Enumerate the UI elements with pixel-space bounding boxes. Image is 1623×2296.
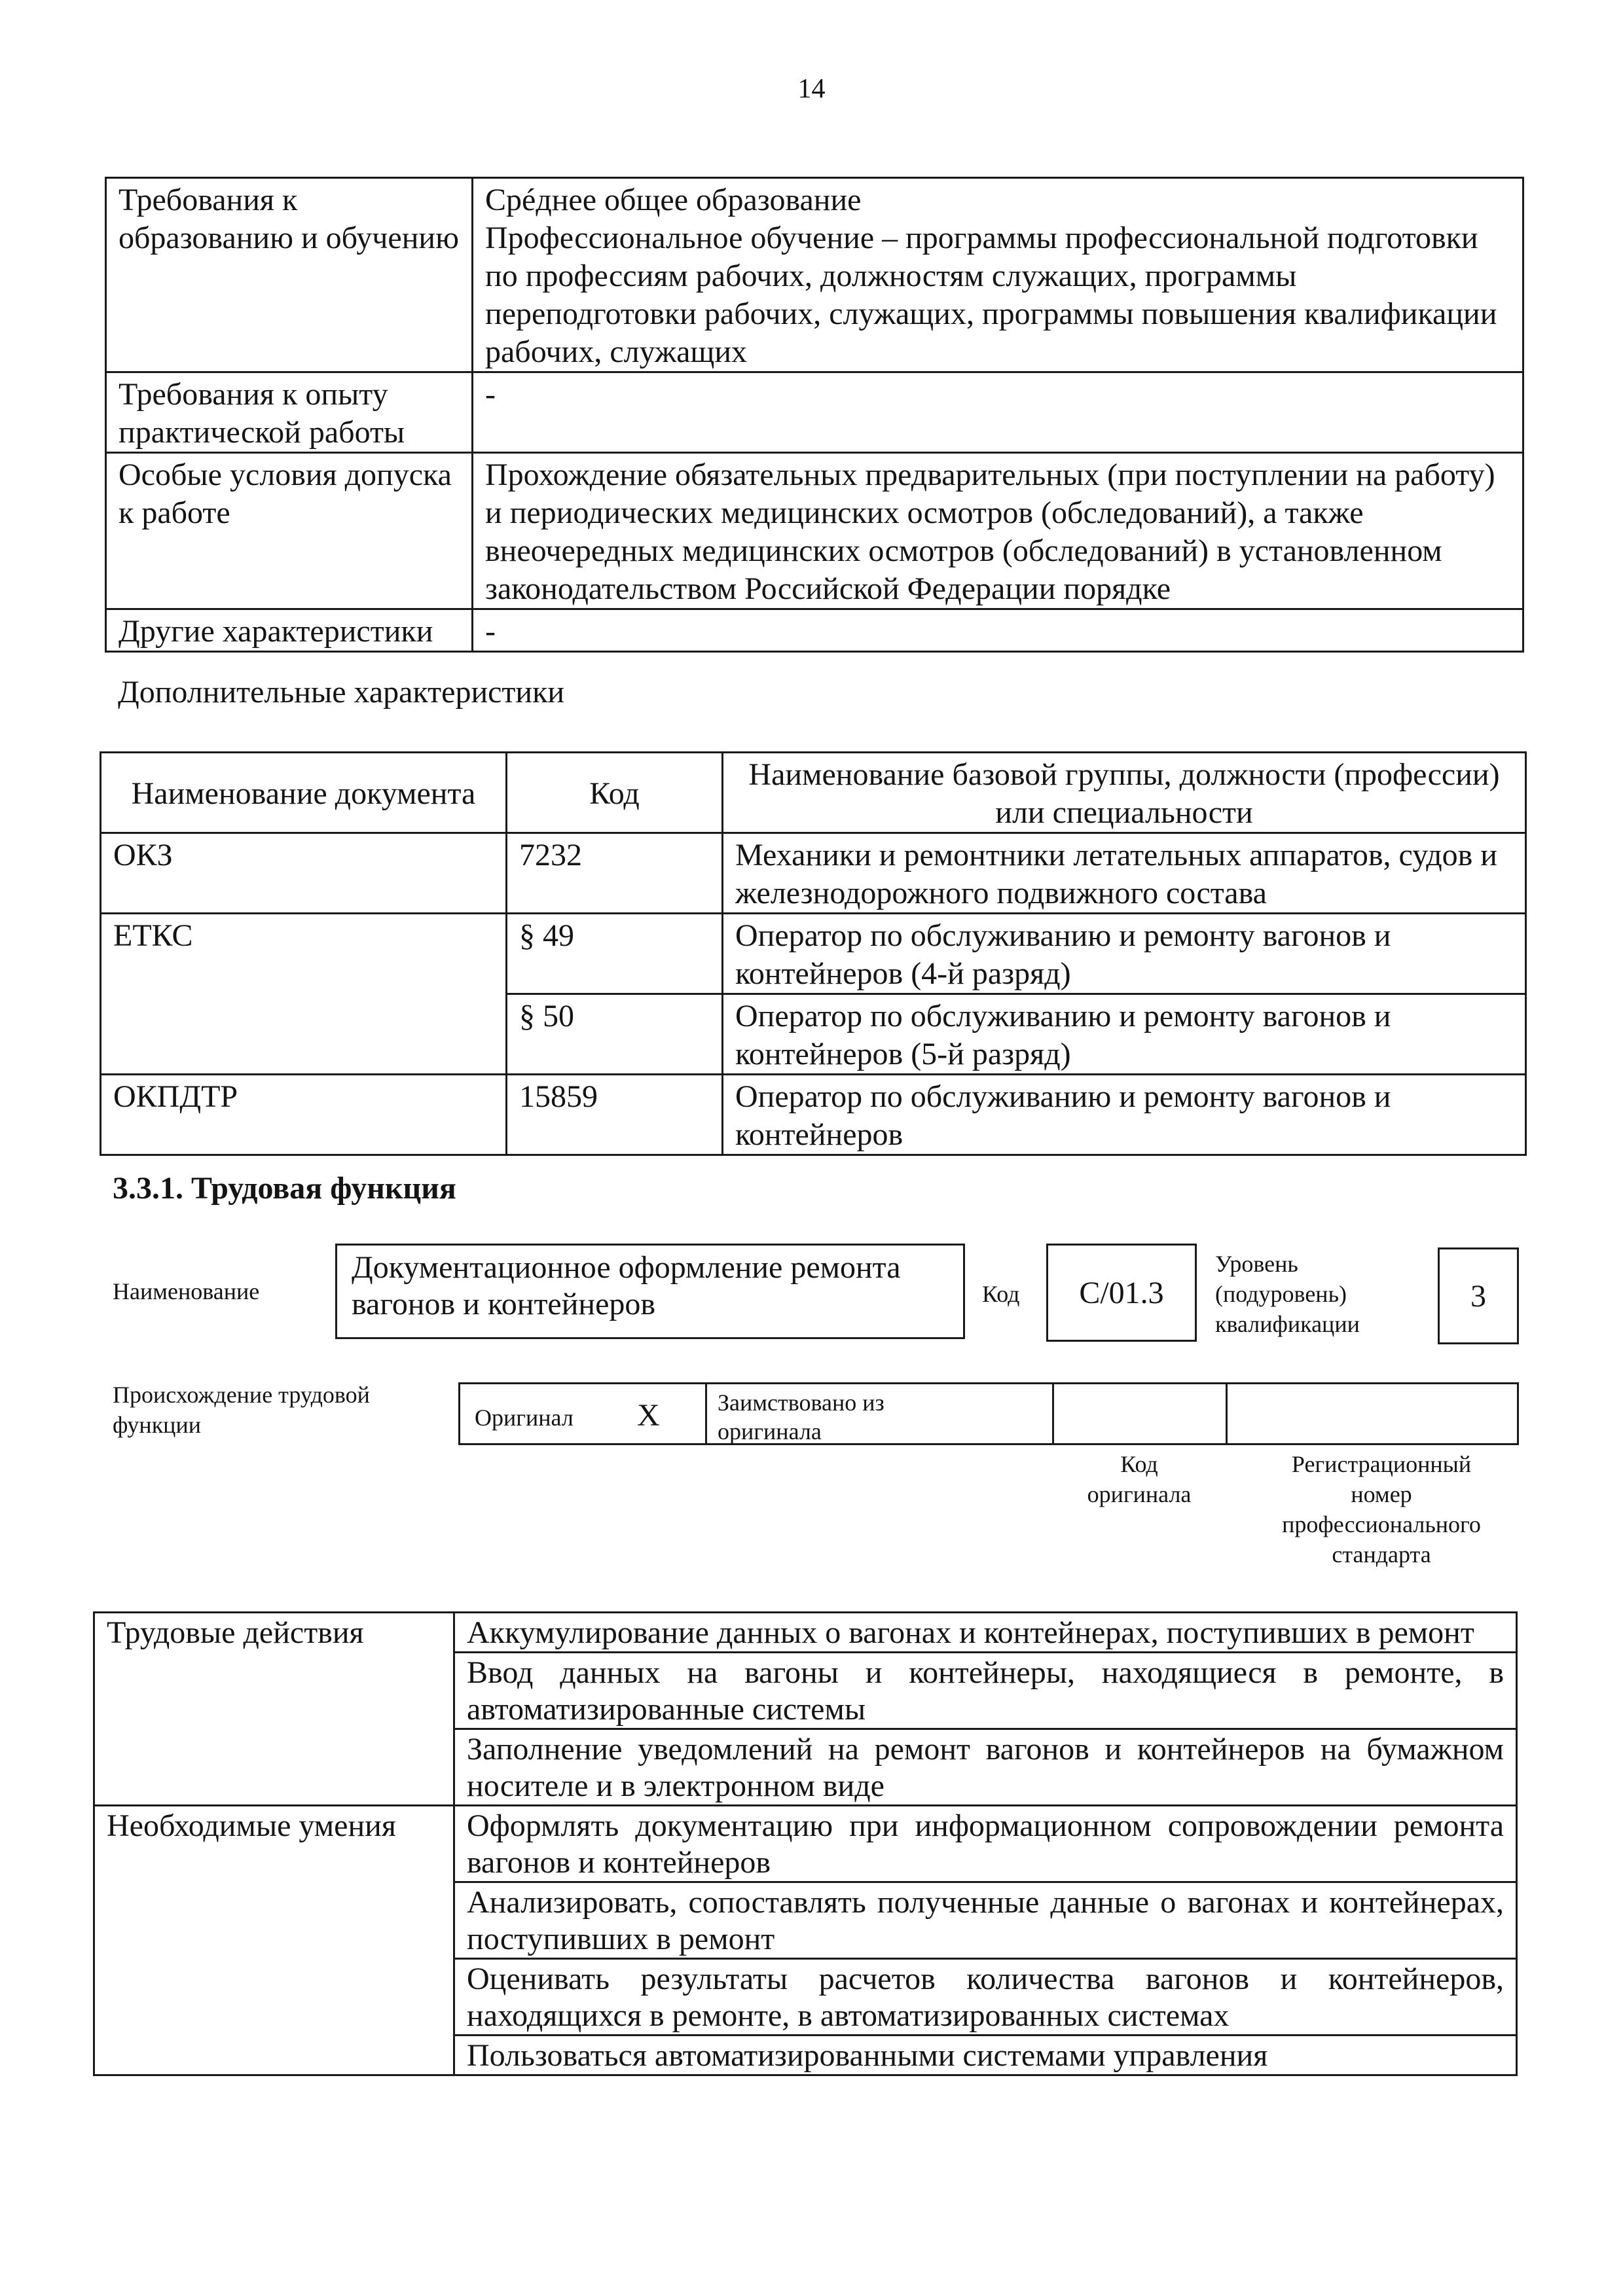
- skill-cell: Оформлять документацию при информационном сопровождении ремонта вагонов и контейнеров: [454, 1806, 1517, 1882]
- table-row: [106, 609, 1523, 652]
- requirement-value: -: [473, 372, 1523, 453]
- borrowed-label: [718, 1388, 884, 1446]
- table-row: [94, 1613, 1517, 1653]
- code-label: Код: [982, 1281, 1020, 1307]
- name-cell: Оператор по обслуживанию и ремонту вагонов и контейнеров (4-й разряд): [723, 914, 1526, 994]
- table-row: [94, 1806, 1517, 1882]
- code-cell: 15859: [507, 1075, 723, 1155]
- name-label: Наименование: [113, 1278, 260, 1304]
- origin-label-line: функции: [113, 1412, 201, 1438]
- table-row: [106, 453, 1523, 609]
- borrowed-label-line: Заимствовано из: [718, 1390, 884, 1416]
- additional-heading: Дополнительные характеристики: [118, 675, 565, 709]
- requirement-value: -: [473, 609, 1523, 652]
- function-name-box: Документационное оформление ремонта вагонов и контейнеров: [335, 1244, 965, 1339]
- page-number: 14: [797, 74, 826, 104]
- additional-table: [100, 751, 1527, 1156]
- level-label-line: Уровень: [1215, 1251, 1298, 1277]
- requirement-label: Требования к опыту практической работы: [106, 372, 473, 453]
- original-label: Оригинал: [475, 1405, 574, 1431]
- action-cell: Заполнение уведомлений на ремонт вагонов и контейнеров на бумажном носителе и в электронном виде: [454, 1729, 1517, 1806]
- caption-line: номер: [1351, 1481, 1412, 1507]
- requirement-label: Особые условия допуска к работе: [106, 453, 473, 609]
- caption-line: Код: [1120, 1451, 1158, 1477]
- caption-line: Регистрационный: [1291, 1451, 1472, 1477]
- level-label-line: квалификации: [1215, 1311, 1360, 1337]
- code-cell: 7232: [507, 833, 723, 914]
- column-header-name: Наименование базовой группы, должности (профессии) или специальности: [723, 753, 1526, 833]
- level-label-line: (подуровень): [1215, 1281, 1347, 1307]
- requirement-label: Другие характеристики: [106, 609, 473, 652]
- name-cell: Оператор по обслуживанию и ремонту вагонов и контейнеров (5-й разряд): [723, 994, 1526, 1075]
- table-row: [101, 914, 1526, 994]
- original-code-caption: [1074, 1449, 1205, 1509]
- origin-label-line: Происхождение трудовой: [113, 1382, 370, 1408]
- requirement-value: Прохождение обязательных предварительных (при поступлении на работу) и периодических медицинских осмотров (обследований), а также внеочередных медицинских осмотров (обследований) в установленном законодательством Российской Федерации порядке: [473, 453, 1523, 609]
- registration-number-cell: [1228, 1382, 1519, 1445]
- skills-label: Необходимые умения: [94, 1806, 454, 2075]
- table-row: [106, 372, 1523, 453]
- borrowed-cell: [707, 1382, 1054, 1445]
- level-value: 3: [1470, 1278, 1486, 1314]
- level-box: [1438, 1247, 1519, 1344]
- section-heading: 3.3.1. Трудовая функция: [113, 1171, 456, 1206]
- code-cell: § 50: [507, 994, 723, 1075]
- table-header-row: [101, 753, 1526, 833]
- name-cell: Механики и ремонтники летательных аппаратов, судов и железнодорожного подвижного состава: [723, 833, 1526, 914]
- column-header-doc: Наименование документа: [101, 753, 507, 833]
- doc-cell: ЕТКС: [101, 914, 507, 1075]
- caption-line: оригинала: [1087, 1481, 1192, 1507]
- requirements-table: [105, 177, 1524, 653]
- skill-cell: Анализировать, сопоставлять полученные данные о вагонах и контейнерах, поступивших в ремонт: [454, 1882, 1517, 1959]
- table-row: [106, 178, 1523, 372]
- requirement-value: [473, 178, 1523, 372]
- original-cell: [458, 1382, 707, 1445]
- skill-cell: Пользоваться автоматизированными системами управления: [454, 2036, 1517, 2075]
- table-row: [101, 833, 1526, 914]
- doc-cell: ОКЗ: [101, 833, 507, 914]
- level-label: [1215, 1249, 1360, 1339]
- table-row: [101, 1075, 1526, 1155]
- labor-table: [93, 1611, 1518, 2076]
- requirement-line: Профессиональное обучение – программы профессиональной подготовки по профессиям рабочих, должностям служащих, программы переподготовки рабочих, служащих, программы повышения квалификации рабочих, служащих: [485, 221, 1497, 369]
- action-cell: Ввод данных на вагоны и контейнеры, находящиеся в ремонте, в автоматизированные системы: [454, 1653, 1517, 1729]
- doc-cell: ОКПДТР: [101, 1075, 507, 1155]
- name-cell: Оператор по обслуживанию и ремонту вагонов и контейнеров: [723, 1075, 1526, 1155]
- origin-label: [113, 1380, 370, 1440]
- requirement-label: Требования к образованию и обучению: [106, 178, 473, 372]
- actions-label: Трудовые действия: [94, 1613, 454, 1806]
- column-header-code: Код: [507, 753, 723, 833]
- original-code-cell: [1054, 1382, 1228, 1445]
- function-code-value: С/01.3: [1079, 1275, 1164, 1310]
- action-cell: Аккумулирование данных о вагонах и контейнерах, поступивших в ремонт: [454, 1613, 1517, 1653]
- borrowed-label-line: оригинала: [718, 1418, 822, 1444]
- registration-number-caption: [1244, 1449, 1519, 1570]
- requirement-line: Срéднее общее образование: [485, 183, 862, 217]
- original-mark: X: [637, 1398, 660, 1433]
- caption-line: профессионального: [1282, 1511, 1481, 1537]
- skill-cell: Оценивать результаты расчетов количества вагонов и контейнеров, находящихся в ремонте, в автоматизированных системах: [454, 1959, 1517, 2036]
- caption-line: стандарта: [1332, 1541, 1431, 1568]
- origin-row: [458, 1382, 1519, 1445]
- function-code-box: [1046, 1244, 1197, 1342]
- code-cell: § 49: [507, 914, 723, 994]
